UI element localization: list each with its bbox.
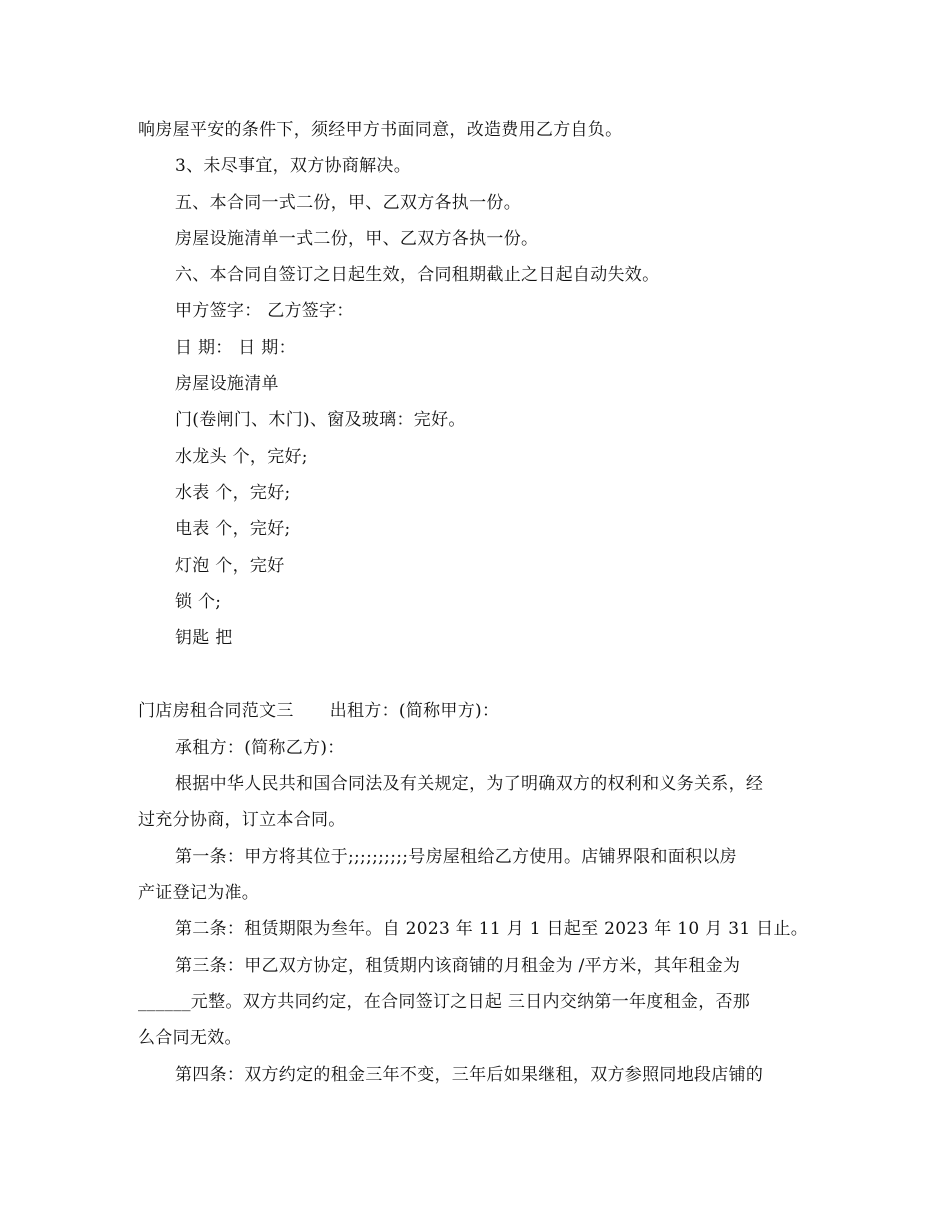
facility-item: 水表 个，完好; [175, 483, 291, 503]
article-3: 第三条：甲乙双方协定，租赁期内该商铺的月租金为 /平方米，其年租金为 [175, 956, 741, 976]
section-heading-row [138, 699, 499, 723]
facility-item: 门(卷闸门、木门)、窗及玻璃：完好。 [175, 410, 466, 430]
article-2: 第二条：租赁期限为叁年。自 2023 年 11 月 1 日起至 2023 年 10 月 31 日止。 [175, 919, 809, 939]
text-line: 六、本合同自签订之日起生效，合同租期截止之日起自动失效。 [175, 265, 660, 285]
article-4: 第四条：双方约定的租金三年不变，三年后如果继租，双方参照同地段店铺的 [175, 1065, 764, 1085]
facility-item: 电表 个，完好; [175, 519, 291, 539]
text-line: 3、未尽事宜，双方协商解决。 [175, 156, 412, 176]
date-line: 日 期： 日 期： [175, 338, 296, 358]
section-title: 门店房租合同范文三 [138, 701, 294, 721]
lessor-label: 出租方：(简称甲方)： [329, 701, 500, 721]
text-line: 房屋设施清单一式二份，甲、乙双方各执一份。 [175, 229, 539, 249]
article-3: ______元整。双方共同约定，在合同签订之日起 三日内交纳第一年度租金，否那 [138, 992, 751, 1012]
text-line: 响房屋平安的条件下，须经甲方书面同意，改造费用乙方自负。 [138, 120, 623, 140]
paragraph-intro: 根据中华人民共和国合同法及有关规定，为了明确双方的权利和义务关系，经 [175, 774, 764, 794]
article-3: 么合同无效。 [138, 1028, 242, 1048]
text-line: 五、本合同一式二份，甲、乙双方各执一份。 [175, 193, 521, 213]
facility-item: 水龙头 个，完好; [175, 447, 308, 467]
facility-item: 锁 个; [175, 592, 222, 612]
signature-line: 甲方签字： 乙方签字： [175, 301, 354, 321]
article-1: 第一条：甲方将其位于;;;;;;;;;;号房屋租给乙方使用。店铺界限和面积以房 [175, 847, 737, 867]
lessee-label: 承租方：(简称乙方)： [175, 738, 345, 758]
facility-item: 钥匙 把 [175, 628, 233, 648]
facility-list-title: 房屋设施清单 [175, 374, 279, 394]
paragraph-intro: 过充分协商，订立本合同。 [138, 810, 346, 830]
article-1: 产证登记为准。 [138, 883, 260, 903]
facility-item: 灯泡 个，完好 [175, 556, 285, 576]
